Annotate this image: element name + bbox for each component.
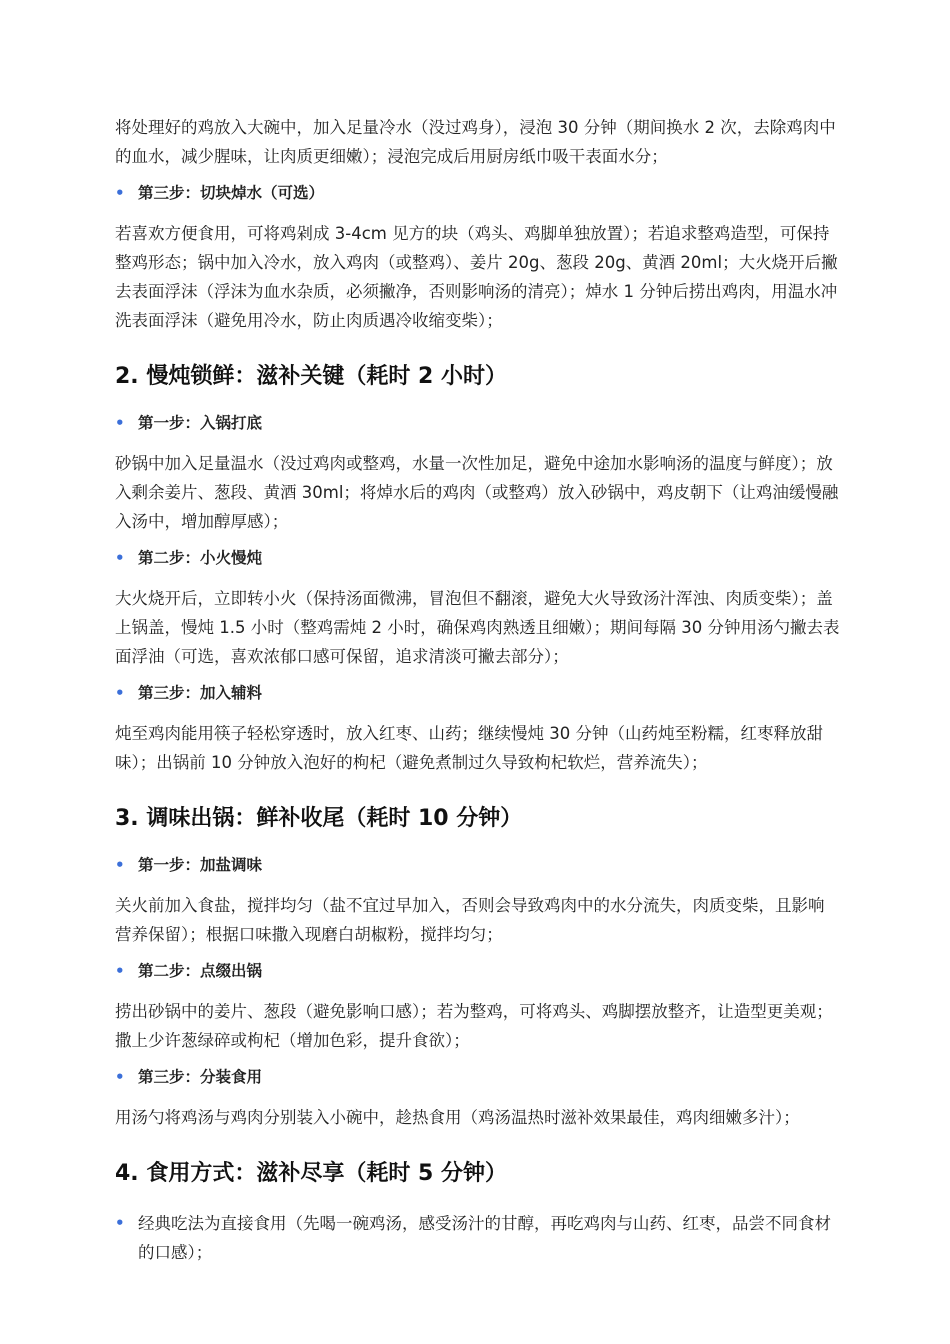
step-paragraph: 大火烧开后，立即转小火（保持汤面微沸，冒泡但不翻滚，避免大火导致汤汁浑浊、肉质变柴）；盖上锅盖，慢炖 1.5 小时（整鸡需炖 2 小时，确保鸡肉熟透且细嫩）；期间每隔 30 分钟用汤勺撇去表面浮油（可选，喜欢浓郁口感可保留，追求清淡可撇去部分）；: [115, 589, 840, 666]
step-paragraph: 关火前加入食盐，搅拌均匀（盐不宜过早加入，否则会导致鸡肉中的水分流失，肉质变柴，且影响营养保留）；根据口味撒入现磨白胡椒粉，搅拌均匀；: [115, 896, 825, 944]
step-paragraph: 砂锅中加入足量温水（没过鸡肉或整鸡，水量一次性加足，避免中途加水影响汤的温度与鲜度）；放入剩余姜片、葱段、黄酒 30ml；将焯水后的鸡肉（或整鸡）放入砂锅中，鸡皮朝下（让鸡油缓慢融入汤中，增加醇厚感）；: [115, 454, 839, 531]
step-paragraph: 若喜欢方便食用，可将鸡剁成 3-4cm 见方的块（鸡头、鸡脚单独放置）；若追求整鸡造型，可保持整鸡形态；锅中加入冷水，放入鸡肉（或整鸡）、姜片 20g、葱段 20g、黄酒 20ml；大火烧开后撇去表面浮沫（浮沫为血水杂质，必须撇净，否则影响汤的清亮）；焯水 1 分钟后捞出鸡肉，用温水冲洗表面浮沫（避免用冷水，防止肉质遇冷收缩变柴）；: [115, 224, 838, 330]
list-item-text: 经典吃法为直接食用（先喝一碗鸡汤，感受汤汁的甘醇，再吃鸡肉与山药、红枣，品尝不同食材的口感）；: [138, 1214, 831, 1262]
step-paragraph: 捞出砂锅中的姜片、葱段（避免影响口感）；若为整鸡，可将鸡头、鸡脚摆放整齐，让造型更美观；撒上少许葱绿碎或枸杞（增加色彩，提升食欲）；: [115, 1002, 833, 1050]
step-heading: [115, 412, 840, 434]
step-title: 第三步：切块焯水（可选）: [138, 184, 325, 202]
bullet-icon: •: [115, 184, 125, 202]
step-title: 第二步：点缀出锅: [138, 962, 263, 980]
list-item: [115, 1209, 840, 1267]
step-title: 第二步：小火慢炖: [138, 549, 263, 567]
section-heading-4: 4. 食用方式：滋补尽享（耗时 5 分钟）: [115, 1161, 507, 1186]
step-title: 第一步：加盐调味: [138, 856, 263, 874]
step-heading: [115, 682, 840, 704]
bullet-icon: •: [115, 856, 125, 874]
step-paragraph: 炖至鸡肉能用筷子轻松穿透时，放入红枣、山药；继续慢炖 30 分钟（山药炖至粉糯，红枣释放甜味）；出锅前 10 分钟放入泡好的枸杞（避免煮制过久导致枸杞软烂，营养流失）；: [115, 724, 823, 772]
step-title: 第一步：入锅打底: [138, 414, 263, 432]
step-heading: [115, 182, 840, 204]
section-heading-2: 2. 慢炖锁鲜：滋补关键（耗时 2 小时）: [115, 364, 507, 389]
bullet-icon: •: [115, 962, 125, 980]
bullet-icon: •: [115, 414, 125, 432]
step-paragraph: 用汤勺将鸡汤与鸡肉分别装入小碗中，趁热食用（鸡汤温热时滋补效果最佳，鸡肉细嫩多汁）；: [115, 1108, 800, 1127]
bullet-icon: •: [115, 1214, 125, 1232]
intro-paragraph: 将处理好的鸡放入大碗中，加入足量冷水（没过鸡身），浸泡 30 分钟（期间换水 2 次，去除鸡肉中的血水，减少腥味，让肉质更细嫩）；浸泡完成后用厨房纸巾吸干表面水分；: [115, 118, 836, 166]
bullet-icon: •: [115, 1068, 125, 1086]
step-heading: [115, 960, 840, 982]
bullet-icon: •: [115, 549, 125, 567]
section-heading-3: 3. 调味出锅：鲜补收尾（耗时 10 分钟）: [115, 806, 523, 831]
step-heading: [115, 854, 840, 876]
step-title: 第三步：分装食用: [138, 1068, 263, 1086]
step-heading: [115, 547, 840, 569]
bullet-icon: •: [115, 684, 125, 702]
recipe-content: [115, 113, 840, 1267]
step-title: 第三步：加入辅料: [138, 684, 263, 702]
step-heading: [115, 1066, 840, 1088]
